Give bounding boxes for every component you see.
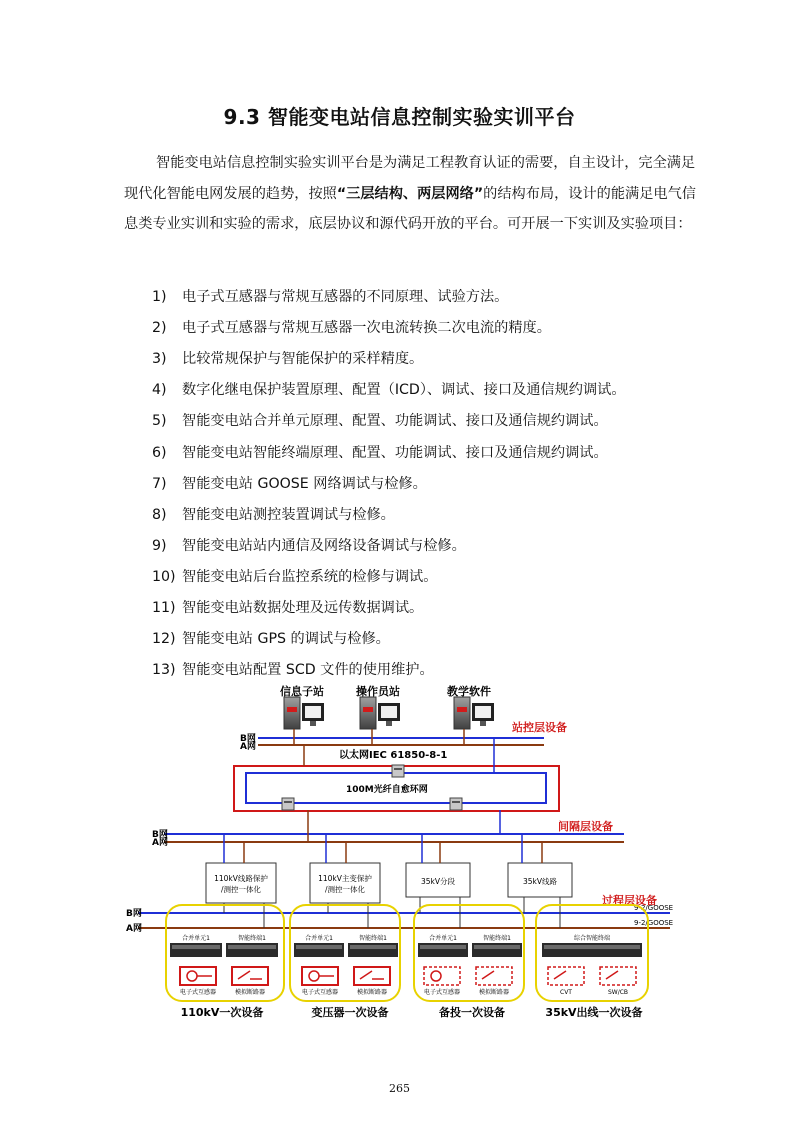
- list-item-number: 8): [152, 506, 167, 523]
- svg-text:合并单元1: 合并单元1: [182, 935, 210, 942]
- merge-unit-3: [418, 934, 468, 957]
- svg-text:110kV主变保护: 110kV主变保护: [318, 874, 372, 883]
- svg-text:模拟断路器: 模拟断路器: [478, 989, 510, 996]
- process-net-b: B网: [126, 909, 142, 919]
- sensor-cb-1: [232, 967, 268, 996]
- list-item-text: 智能变电站 GPS 的调试与检修。: [182, 631, 390, 648]
- svg-text:合并单元1: 合并单元1: [305, 935, 333, 942]
- bottom-label-2: 变压器一次设备: [311, 1006, 389, 1019]
- list-item-number: 13): [152, 662, 176, 679]
- svg-text:电子式互感器: 电子式互感器: [423, 989, 461, 996]
- list-item-text: 电子式互感器与常规互感器的不同原理、试验方法。: [182, 289, 509, 305]
- substation-diagram: [124, 683, 684, 1023]
- top-label-1: 信息子站: [280, 685, 324, 698]
- sensor-ct-3: [424, 967, 460, 996]
- computer-icon-3: [454, 697, 494, 729]
- sensor-ct-2: [302, 967, 338, 996]
- list-item-text: 智能变电站 GOOSE 网络调试与检修。: [182, 475, 427, 492]
- top-label-2: 操作员站: [356, 685, 400, 698]
- svg-text:/测控一体化: /测控一体化: [220, 885, 262, 894]
- bay-device-3: [406, 834, 470, 897]
- svg-text:SW/CB: SW/CB: [607, 989, 629, 996]
- svg-text:35kV线路: 35kV线路: [522, 877, 558, 886]
- list-item: [152, 504, 395, 524]
- list-item-number: 9): [152, 537, 167, 554]
- svg-text:电子式互感器: 电子式互感器: [301, 989, 339, 996]
- list-item: [152, 442, 608, 462]
- list-item: [152, 597, 423, 617]
- bay-device-1: [206, 834, 276, 903]
- list-item: [152, 628, 390, 648]
- list-item: [152, 535, 466, 555]
- smart-terminal-3: [472, 934, 522, 957]
- ethernet-label: 以太网IEC 61850-8-1: [339, 750, 448, 761]
- list-item-text: 比较常规保护与智能保护的采样精度。: [182, 351, 424, 368]
- process-net-a: A网: [126, 924, 142, 934]
- list-item: [152, 566, 437, 586]
- station-net-a: A网: [240, 742, 256, 752]
- smart-terminal-1: [226, 934, 278, 957]
- list-item: [152, 410, 608, 430]
- list-item-number: 11): [152, 600, 176, 616]
- intro-text-2: 的结构布局，设计的能满足电气信息类专业实训和实验的需求，底层协议和源代码开放的平台。可开展一下实训及实验项目：: [124, 185, 696, 232]
- svg-text:35kV分段: 35kV分段: [420, 877, 456, 886]
- svg-text:110kV线路保护: 110kV线路保护: [214, 874, 268, 883]
- goose-label-1: 9-2/GOOSE: [634, 904, 674, 912]
- bay-layer-label: 间隔层设备: [558, 820, 613, 833]
- list-item: [152, 348, 423, 368]
- sensor-cb-3: [476, 967, 512, 996]
- merge-unit-1: [170, 934, 222, 957]
- list-item-text: 智能变电站智能终端原理、配置、功能调试、接口及通信规约调试。: [182, 444, 608, 461]
- intro-bold-text: “三层结构、两层网络”: [336, 185, 484, 202]
- bay-device-2: [310, 834, 380, 903]
- svg-text:合并单元1: 合并单元1: [429, 935, 457, 942]
- switch-icon-1: [392, 765, 404, 777]
- station-net-b: B网: [240, 734, 256, 744]
- svg-text:/测控一体化: /测控一体化: [324, 885, 366, 894]
- list-item: [152, 286, 508, 306]
- list-item: [152, 379, 626, 399]
- bottom-label-4: 35kV出线一次设备: [545, 1006, 643, 1019]
- list-item-text: 智能变电站测控装置调试与检修。: [182, 506, 395, 523]
- list-item-number: 4): [152, 382, 167, 399]
- page-number: 265: [389, 1082, 410, 1095]
- process-layer-label: 过程层设备: [602, 894, 657, 907]
- sensor-cb-2: [354, 967, 390, 996]
- switch-icon-3: [450, 798, 462, 810]
- goose-label-2: 9-2/GOOSE: [634, 919, 674, 927]
- list-item-text: 智能变电站站内通信及网络设备调试与检修。: [182, 537, 466, 554]
- sensor-cvt: [548, 967, 584, 996]
- list-item-number: 12): [152, 631, 176, 648]
- list-item-number: 3): [152, 351, 167, 368]
- list-item-text: 智能变电站合并单元原理、配置、功能调试、接口及通信规约调试。: [182, 413, 608, 430]
- top-label-3: 教学软件: [447, 685, 491, 698]
- switch-icon-2: [282, 798, 294, 810]
- list-item: [152, 473, 427, 493]
- list-item-number: 5): [152, 413, 167, 430]
- bottom-label-1: 110kV一次设备: [180, 1006, 264, 1019]
- intro-text-1: 智能变电站信息控制实验实训平台是为满足工程教育认证的需要，自主设计，完全满足现代化智能电网发展的趋势，按照: [124, 155, 696, 202]
- list-item: [152, 317, 551, 337]
- svg-text:智能终端1: 智能终端1: [483, 935, 511, 942]
- bay-device-4: [508, 834, 572, 897]
- list-item-number: 6): [152, 444, 167, 461]
- svg-text:智能终端1: 智能终端1: [359, 935, 387, 942]
- computer-icon-1: [284, 697, 324, 729]
- integrated-terminal: [542, 934, 642, 957]
- intro-paragraph: [124, 148, 704, 240]
- merge-unit-2: [294, 934, 344, 957]
- list-item-text: 智能变电站后台监控系统的检修与调试。: [182, 568, 438, 585]
- section-title: 9.3 智能变电站信息控制实验实训平台: [223, 105, 576, 129]
- svg-text:智能终端1: 智能终端1: [238, 935, 266, 942]
- list-item-number: 7): [152, 475, 167, 492]
- svg-text:模拟断路器: 模拟断路器: [234, 989, 266, 996]
- list-item-text: 智能变电站配置 SCD 文件的使用维护。: [182, 662, 434, 679]
- list-item-number: 2): [152, 320, 167, 337]
- list-item: [152, 659, 434, 679]
- computer-icon-2: [360, 697, 400, 729]
- svg-text:电子式互感器: 电子式互感器: [179, 989, 217, 996]
- list-item-text: 电子式互感器与常规互感器一次电流转换二次电流的精度。: [182, 320, 551, 337]
- sensor-sw-cb: [600, 967, 636, 996]
- station-layer-label: 站控层设备: [512, 721, 567, 734]
- bottom-label-3: 备投一次设备: [439, 1006, 505, 1019]
- list-item-number: 10): [152, 568, 176, 585]
- ring-label: 100M光纤自愈环网: [346, 785, 428, 795]
- svg-text:模拟断路器: 模拟断路器: [356, 989, 388, 996]
- sensor-ct-1: [180, 967, 216, 996]
- bay-net-a: A网: [152, 838, 168, 848]
- smart-terminal-2: [348, 934, 398, 957]
- list-item-number: 1): [152, 289, 167, 305]
- svg-text:CVT: CVT: [560, 989, 572, 996]
- list-item-text: 智能变电站数据处理及远传数据调试。: [182, 600, 424, 616]
- bay-net-b: B网: [152, 830, 168, 840]
- list-item-text: 数字化继电保护装置原理、配置（ICD）、调试、接口及通信规约调试。: [182, 382, 626, 399]
- svg-text:综合智能终端: 综合智能终端: [573, 935, 611, 942]
